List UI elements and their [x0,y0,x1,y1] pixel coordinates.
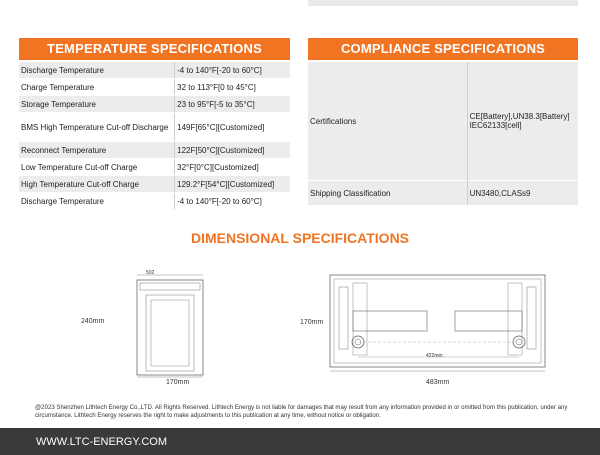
compliance-value: UN3480,CLASs9 [467,181,578,206]
compliance-header: COMPLIANCE SPECIFICATIONS [308,38,578,60]
temp-label: Low Temperature Cut-off Charge [19,159,175,176]
table-row [19,79,290,96]
compliance-value: CE[Battery],UN38.3[Battery] IEC62133[cell] [467,62,578,181]
table-row [308,62,578,181]
side-inner-dimension: 422mm [426,353,443,359]
table-row [19,159,290,176]
temp-value: -4 to 140°F[-20 to 60°C] [175,193,290,210]
temp-value: 32°F[0°C][Customized] [175,159,290,176]
compliance-label: Certifications [308,62,467,181]
dimensional-title: DIMENSIONAL SPECIFICATIONS [190,230,410,246]
temp-label: Storage Temperature [19,96,175,113]
side-height-label: 170mm [300,319,324,326]
website-link[interactable]: WWW.LTC-ENERGY.COM [36,436,167,448]
front-top-dimension: 502 [146,270,155,276]
temp-label: Discharge Temperature [19,193,175,210]
table-row [308,181,578,206]
temp-label: BMS High Temperature Cut-off Discharge [19,113,175,142]
table-row [19,142,290,159]
compliance-table [308,62,578,205]
table-row [19,193,290,210]
temperature-table [19,62,290,210]
front-width-label: 170mm [166,379,190,386]
table-row [19,113,290,142]
temp-label: High Temperature Cut-off Charge [19,176,175,193]
compliance-label: Shipping Classification [308,181,467,206]
top-strip [308,0,578,6]
temperature-header: TEMPERATURE SPECIFICATIONS [19,38,290,60]
temp-value: 149F[65°C][Customized] [175,113,290,142]
side-width-label: 483mm [426,379,450,386]
temp-value: -4 to 140°F[-20 to 60°C] [175,62,290,79]
table-row [19,176,290,193]
table-row [19,96,290,113]
front-view-drawing [120,265,220,380]
front-height-label: 240mm [81,318,105,325]
side-view-drawing [325,265,550,380]
temp-value: 122F[50°C][Customized] [175,142,290,159]
temp-value: 23 to 95°F[-5 to 35°C] [175,96,290,113]
temp-label: Reconnect Temperature [19,142,175,159]
footer-disclaimer: @2023 Shenzhen Lithtech Energy Co.,LTD. All Rights Reserved. Lithtech Energy is not liable for damages that may result from any information provided in or omitted from this publication, under any circumstance. Lithtech Energy reserves the right to make adjustments to this publication at any time, without notice or obligation. [35,404,568,419]
temp-value: 32 to 113°F[0 to 45°C] [175,79,290,96]
footer-bar [0,428,600,455]
temp-label: Discharge Temperature [19,62,175,79]
temp-label: Charge Temperature [19,79,175,96]
table-row [19,62,290,79]
temp-value: 129.2°F[54°C][Customized] [175,176,290,193]
